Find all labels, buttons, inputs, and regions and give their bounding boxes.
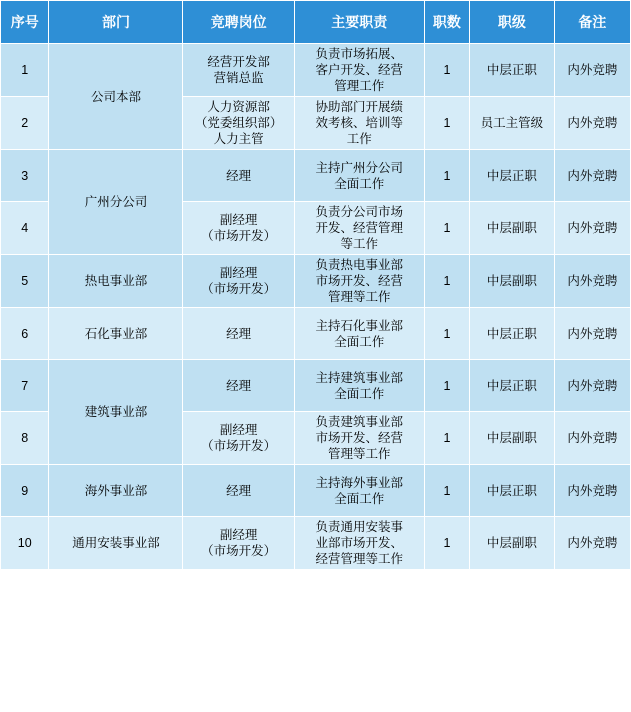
- cell-duty: 负责通用安装事 业部市场开发、 经营管理等工作: [294, 517, 424, 570]
- cell-index: 2: [1, 97, 49, 150]
- cell-remark: 内外竞聘: [554, 97, 630, 150]
- cell-department: 热电事业部: [49, 255, 183, 308]
- column-header-duty: 主要职责: [294, 1, 424, 44]
- cell-remark: 内外竞聘: [554, 44, 630, 97]
- cell-duty: 负责市场拓展、 客户开发、经营 管理工作: [294, 44, 424, 97]
- cell-department: 建筑事业部: [49, 360, 183, 465]
- cell-position: 副经理 （市场开发）: [183, 255, 294, 308]
- cell-count: 1: [424, 150, 469, 202]
- cell-index: 10: [1, 517, 49, 570]
- cell-rank: 中层副职: [470, 412, 555, 465]
- cell-rank: 中层正职: [470, 360, 555, 412]
- cell-count: 1: [424, 360, 469, 412]
- table-row: [1, 465, 631, 517]
- cell-remark: 内外竞聘: [554, 255, 630, 308]
- cell-duty: 协助部门开展绩 效考核、培训等 工作: [294, 97, 424, 150]
- table-row: [1, 517, 631, 570]
- cell-rank: 中层正职: [470, 44, 555, 97]
- table-row: [1, 150, 631, 202]
- cell-rank: 中层副职: [470, 202, 555, 255]
- cell-department: 海外事业部: [49, 465, 183, 517]
- cell-duty: 负责热电事业部 市场开发、经营 管理等工作: [294, 255, 424, 308]
- cell-position: 副经理 （市场开发）: [183, 517, 294, 570]
- cell-index: 4: [1, 202, 49, 255]
- cell-rank: 中层正职: [470, 465, 555, 517]
- cell-remark: 内外竞聘: [554, 517, 630, 570]
- column-header-remark: 备注: [554, 1, 630, 44]
- column-header-rank: 职级: [470, 1, 555, 44]
- cell-position: 经理: [183, 360, 294, 412]
- cell-duty: 负责建筑事业部 市场开发、经营 管理等工作: [294, 412, 424, 465]
- cell-count: 1: [424, 517, 469, 570]
- cell-position: 副经理 （市场开发）: [183, 412, 294, 465]
- column-header-index: 序号: [1, 1, 49, 44]
- cell-department: 公司本部: [49, 44, 183, 150]
- cell-count: 1: [424, 255, 469, 308]
- cell-duty: 主持广州分公司 全面工作: [294, 150, 424, 202]
- table-body: [1, 44, 631, 570]
- cell-position: 经理: [183, 308, 294, 360]
- cell-count: 1: [424, 97, 469, 150]
- table-row: [1, 255, 631, 308]
- cell-rank: 中层副职: [470, 255, 555, 308]
- cell-count: 1: [424, 202, 469, 255]
- cell-rank: 员工主管级: [470, 97, 555, 150]
- cell-duty: 主持建筑事业部 全面工作: [294, 360, 424, 412]
- cell-index: 6: [1, 308, 49, 360]
- cell-duty: 主持石化事业部 全面工作: [294, 308, 424, 360]
- table-row: [1, 308, 631, 360]
- cell-remark: 内外竞聘: [554, 360, 630, 412]
- cell-remark: 内外竞聘: [554, 308, 630, 360]
- cell-position: 经营开发部 营销总监: [183, 44, 294, 97]
- cell-duty: 主持海外事业部 全面工作: [294, 465, 424, 517]
- cell-position: 副经理 （市场开发）: [183, 202, 294, 255]
- cell-department: 广州分公司: [49, 150, 183, 255]
- table-header: [1, 1, 631, 44]
- cell-index: 9: [1, 465, 49, 517]
- cell-count: 1: [424, 308, 469, 360]
- cell-rank: 中层正职: [470, 150, 555, 202]
- cell-index: 7: [1, 360, 49, 412]
- cell-remark: 内外竞聘: [554, 150, 630, 202]
- cell-index: 8: [1, 412, 49, 465]
- cell-index: 5: [1, 255, 49, 308]
- cell-count: 1: [424, 465, 469, 517]
- cell-duty: 负责分公司市场 开发、经营管理 等工作: [294, 202, 424, 255]
- cell-department: 通用安装事业部: [49, 517, 183, 570]
- cell-position: 经理: [183, 150, 294, 202]
- cell-rank: 中层副职: [470, 517, 555, 570]
- cell-count: 1: [424, 44, 469, 97]
- table-row: [1, 44, 631, 97]
- cell-position: 经理: [183, 465, 294, 517]
- cell-department: 石化事业部: [49, 308, 183, 360]
- cell-rank: 中层正职: [470, 308, 555, 360]
- column-header-department: 部门: [49, 1, 183, 44]
- column-header-count: 职数: [424, 1, 469, 44]
- cell-position: 人力资源部 （党委组织部） 人力主管: [183, 97, 294, 150]
- cell-index: 3: [1, 150, 49, 202]
- table-row: [1, 360, 631, 412]
- cell-remark: 内外竞聘: [554, 202, 630, 255]
- table-header-row: [1, 1, 631, 44]
- cell-remark: 内外竞聘: [554, 412, 630, 465]
- cell-count: 1: [424, 412, 469, 465]
- cell-index: 1: [1, 44, 49, 97]
- cell-remark: 内外竞聘: [554, 465, 630, 517]
- column-header-position: 竞聘岗位: [183, 1, 294, 44]
